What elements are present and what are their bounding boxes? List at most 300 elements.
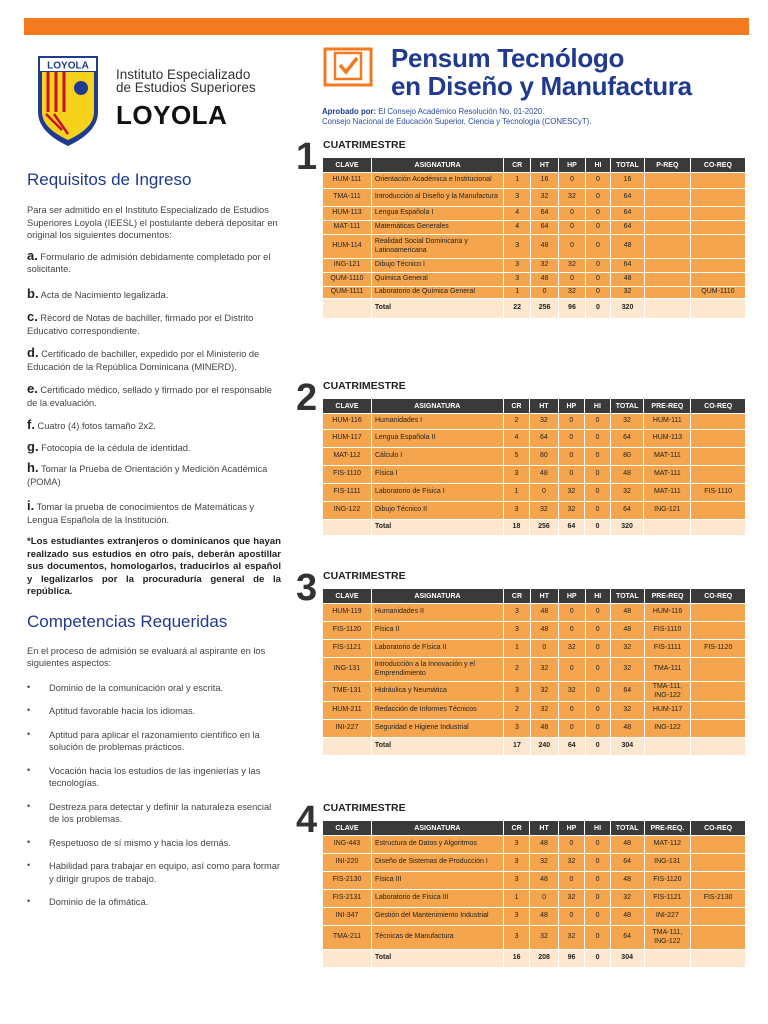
table-row [323, 189, 746, 207]
requisito-letter: a. [27, 247, 38, 263]
table-cell: 48 [531, 235, 559, 259]
table-cell: 64 [610, 502, 644, 520]
table-cell [691, 836, 746, 854]
table-cell: 0 [530, 640, 558, 658]
requisito-letter: b. [27, 285, 39, 301]
table-cell: 0 [558, 466, 585, 484]
table-cell: 32 [530, 414, 558, 430]
table-cell: 48 [610, 720, 644, 738]
table-cell: Humanidades II [371, 604, 503, 622]
table-row [323, 207, 746, 221]
table-row [323, 414, 746, 430]
table-cell: 32 [558, 682, 585, 702]
table-cell: 4 [504, 207, 531, 221]
requisito-text: Acta de Nacimiento legalizada. [38, 289, 169, 300]
table-cell [691, 502, 746, 520]
foreign-students-note: *Los estudiantes extranjeros o dominicanos que hayan realizado sus estudios en otro país, deberán apostillar sus documentos, homologarlos, traducirlos al español y legalizarlos por la procuraduría general de la república. [27, 536, 281, 598]
table-cell: Matemáticas Generales [371, 221, 503, 235]
table-cell [691, 622, 746, 640]
column-header: HP [558, 399, 585, 414]
table-row [323, 926, 746, 950]
competencia-item: • Dominio de la ofimática. [27, 896, 281, 909]
total-cell: 320 [610, 520, 644, 536]
table-cell: QUM-1111 [323, 287, 372, 299]
total-cell [323, 950, 372, 968]
table-cell: Hidráulica y Neumática [371, 682, 503, 702]
table-cell: FIS-1121 [323, 640, 372, 658]
requisito-item [27, 311, 281, 337]
table-cell: 0 [558, 836, 585, 854]
table-cell: 32 [530, 502, 558, 520]
total-cell [644, 520, 691, 536]
table-cell: 0 [585, 872, 610, 890]
total-cell [323, 299, 372, 319]
table-cell: 64 [611, 189, 645, 207]
table-cell: MAT-111 [644, 484, 691, 502]
table-header-row [323, 589, 746, 604]
table-cell: 0 [585, 221, 610, 235]
table-row [323, 682, 746, 702]
pensum-table [322, 820, 746, 968]
checkbox-icon [323, 47, 373, 87]
total-cell: 0 [585, 520, 610, 536]
table-cell: 0 [558, 604, 585, 622]
table-cell: HUM-111 [644, 414, 691, 430]
table-cell: 32 [558, 890, 585, 908]
table-cell: 48 [610, 466, 644, 484]
total-cell [644, 950, 691, 968]
table-cell: 0 [558, 414, 585, 430]
column-header: TOTAL [610, 399, 644, 414]
requisito-letter: f. [27, 417, 35, 432]
column-header: CLAVE [323, 158, 372, 173]
table-row [323, 702, 746, 720]
total-cell: 16 [503, 950, 530, 968]
table-cell: Lengua Española I [371, 207, 503, 221]
table-cell: 64 [610, 926, 644, 950]
table-cell: HUM-114 [323, 235, 372, 259]
table-cell: Física I [372, 466, 504, 484]
table-cell: ING-122 [644, 720, 691, 738]
table-cell: 1 [504, 173, 531, 189]
table-cell: 32 [559, 259, 586, 273]
table-cell [691, 658, 746, 682]
table-cell: 3 [504, 259, 531, 273]
table-cell: 80 [530, 448, 558, 466]
left-column [27, 170, 281, 909]
competencia-item: • Habilidad para trabajar en equipo, así como para formar y dirigir grupos de trabajo. [27, 860, 281, 885]
requisitos-list [27, 247, 281, 527]
table-cell: Introducción al Diseño y la Manufactura [371, 189, 503, 207]
column-header: P-REQ [644, 158, 690, 173]
title-line2: en Diseño y Manufactura [391, 71, 692, 101]
semester-label: CUATRIMESTRE [323, 802, 406, 814]
table-cell: HUM-117 [644, 702, 691, 720]
table-cell: HUM-211 [323, 702, 372, 720]
requisito-text: Tomar la prueba de conocimientos de Matemáticas y Lengua Española de la Institución. [27, 502, 255, 525]
total-cell [690, 299, 745, 319]
table-cell [690, 221, 745, 235]
table-cell: 32 [530, 854, 558, 872]
total-cell: 304 [610, 738, 644, 756]
total-cell [323, 738, 372, 756]
table-cell: Estructura de Datos y Algoritmos [371, 836, 503, 854]
column-header: CO-REQ [691, 399, 746, 414]
table-row [323, 854, 746, 872]
table-cell: 48 [530, 872, 558, 890]
competencias-title: Competencias Requeridas [27, 611, 228, 631]
requisito-letter: e. [27, 381, 38, 396]
table-cell: Laboratorio de Química General [371, 287, 503, 299]
table-cell [644, 189, 690, 207]
table-cell [690, 273, 745, 287]
table-cell: Introducción a la Innovación y el Emprendimiento [371, 658, 503, 682]
table-cell: 32 [558, 854, 585, 872]
table-cell: 0 [558, 448, 585, 466]
table-cell: 3 [504, 235, 531, 259]
table-cell: 48 [530, 720, 558, 738]
column-header: CR [503, 821, 530, 836]
total-cell: Total [371, 738, 503, 756]
table-row [323, 502, 746, 520]
table-cell: INI-227 [323, 720, 372, 738]
requisito-letter: g. [27, 438, 39, 454]
table-cell: 64 [610, 430, 644, 448]
total-cell: 0 [585, 950, 610, 968]
table-cell [644, 287, 690, 299]
requisito-letter: c. [27, 309, 38, 324]
table-cell: 1 [504, 640, 531, 658]
table-cell: 0 [585, 466, 610, 484]
table-cell: Humanidades I [372, 414, 504, 430]
table-cell: MAT-111 [323, 221, 372, 235]
table-cell: 0 [558, 430, 585, 448]
requisito-text: Formulario de admisión debidamente completado por el solicitante. [27, 251, 271, 274]
table-cell: 32 [610, 414, 644, 430]
table-cell: Técnicas de Manufactura [371, 926, 503, 950]
table-cell: 0 [585, 908, 610, 926]
institution-logo [32, 48, 282, 153]
column-header: TOTAL [611, 158, 645, 173]
table-cell [691, 872, 746, 890]
total-cell: 0 [585, 738, 610, 756]
table-cell: 48 [611, 235, 645, 259]
total-cell: 96 [559, 299, 586, 319]
column-header: PRE-REQ [644, 589, 691, 604]
table-cell [644, 273, 690, 287]
column-header: CO-REQ [690, 158, 745, 173]
table-row [323, 484, 746, 502]
table-cell: Laboratorio de Física II [371, 640, 503, 658]
approved-line2: Consejo Nacional de Educación Superior, Ciencia y Tecnología (CONESCyT). [322, 117, 592, 126]
table-cell: 48 [531, 273, 559, 287]
column-header: HP [559, 158, 586, 173]
column-header: ASIGNATURA [372, 399, 504, 414]
column-header: PRE-REQ. [644, 821, 691, 836]
table-cell: 0 [559, 273, 586, 287]
table-cell: 1 [503, 890, 530, 908]
total-cell [691, 520, 746, 536]
table-cell: 0 [585, 414, 610, 430]
requisitos-intro: Para ser admitido en el Instituto Especializado de Estudios Superiores Loyola (IEESL) el postulante deberá depositar en original los siguientes documentos: [27, 205, 278, 240]
total-cell: Total [372, 520, 504, 536]
table-cell [691, 430, 746, 448]
table-cell: 32 [530, 682, 558, 702]
table-cell: 5 [503, 448, 530, 466]
table-cell: Orientación Académica e Institucional [371, 173, 503, 189]
requisito-item [27, 285, 281, 302]
table-cell: 3 [503, 908, 530, 926]
table-cell: 16 [531, 173, 559, 189]
table-cell: Seguridad e Higiene Industrial [371, 720, 503, 738]
total-cell: 304 [610, 950, 644, 968]
table-cell: FIS-1111 [644, 640, 691, 658]
table-cell: INI-227 [644, 908, 691, 926]
total-cell [691, 738, 746, 756]
column-header: CR [504, 589, 531, 604]
table-cell: FIS-1120 [691, 640, 746, 658]
table-header-row [323, 821, 746, 836]
total-cell: 64 [558, 520, 585, 536]
requisito-item [27, 247, 281, 276]
table-cell: HUM-116 [644, 604, 691, 622]
approved-text: El Consejo Académico Resolución No. 01-2020. [376, 107, 545, 116]
table-cell: FIS-1120 [323, 622, 372, 640]
table-cell: FIS-1110 [323, 466, 372, 484]
pensum-table [322, 588, 746, 756]
table-cell [691, 854, 746, 872]
competencia-item: • Aptitud para aplicar el razonamiento científico en la solución de problemas prácticos. [27, 729, 281, 754]
table-cell: 32 [530, 926, 558, 950]
table-cell: 3 [503, 926, 530, 950]
table-cell: INI-347 [323, 908, 372, 926]
table-row [323, 872, 746, 890]
column-header: HI [585, 158, 610, 173]
table-cell: Lengua Española II [372, 430, 504, 448]
table-cell: 80 [610, 448, 644, 466]
table-cell: TMA-111, ING-122 [644, 926, 691, 950]
total-cell: 320 [611, 299, 645, 319]
table-cell [644, 207, 690, 221]
requisito-text: Tomar la Prueba de Orientación y Medición Académica (POMA) [27, 464, 268, 487]
total-cell: 208 [530, 950, 558, 968]
table-cell: 0 [530, 890, 558, 908]
column-header: CLAVE [323, 589, 372, 604]
column-header: HT [530, 821, 558, 836]
table-cell: Redacción de Informes Técnicos [371, 702, 503, 720]
table-cell: 32 [611, 287, 645, 299]
table-cell: 32 [610, 640, 644, 658]
table-row [323, 430, 746, 448]
competencia-item: • Aptitud favorable hacia los idiomas. [27, 705, 281, 718]
table-cell: ING-131 [644, 854, 691, 872]
table-cell: 0 [585, 622, 610, 640]
table-cell: 0 [530, 484, 558, 502]
title-line1: Pensum Tecnólogo [391, 43, 625, 73]
table-cell: 32 [558, 502, 585, 520]
table-cell: 32 [558, 484, 585, 502]
table-cell: 32 [559, 189, 586, 207]
table-cell: FIS-1121 [644, 890, 691, 908]
table-cell: 0 [585, 207, 610, 221]
institution-line2: de Estudios Superiores [116, 80, 256, 95]
table-cell: Realidad Social Dominicana y Latinoamericana [371, 235, 503, 259]
table-cell: 32 [610, 658, 644, 682]
table-cell [644, 235, 690, 259]
table-row [323, 720, 746, 738]
table-cell: 3 [504, 682, 531, 702]
table-cell: 48 [530, 836, 558, 854]
table-cell: Dibujo Técnico II [372, 502, 504, 520]
total-cell: 22 [504, 299, 531, 319]
total-cell [644, 299, 690, 319]
table-row [323, 908, 746, 926]
column-header: CLAVE [323, 821, 372, 836]
semester-label: CUATRIMESTRE [323, 139, 406, 151]
table-cell [690, 207, 745, 221]
table-cell [691, 448, 746, 466]
table-cell: 3 [503, 466, 530, 484]
table-cell: 3 [503, 836, 530, 854]
table-cell: HUM-116 [323, 414, 372, 430]
table-row [323, 221, 746, 235]
competencia-item: • Destreza para detectar y definir la naturaleza esencial de los problemas. [27, 801, 281, 826]
table-cell [690, 259, 745, 273]
table-cell [691, 414, 746, 430]
requisito-letter: h. [27, 460, 39, 475]
table-cell: 0 [585, 235, 610, 259]
table-row [323, 604, 746, 622]
table-cell [690, 189, 745, 207]
requisito-item [27, 383, 281, 409]
table-cell: 0 [558, 702, 585, 720]
requisito-text: Certificado médico, sellado y firmado por el responsable de la evaluación. [27, 385, 272, 408]
table-row [323, 273, 746, 287]
table-cell: 32 [531, 259, 559, 273]
table-cell: 64 [530, 430, 558, 448]
table-cell [644, 259, 690, 273]
table-total-row [323, 950, 746, 968]
table-cell: 0 [585, 658, 610, 682]
table-cell [691, 604, 746, 622]
requisito-item [27, 462, 281, 488]
table-cell: FIS-1111 [323, 484, 372, 502]
table-cell: 3 [504, 622, 531, 640]
table-total-row [323, 738, 746, 756]
table-cell: QUM-1110 [690, 287, 745, 299]
table-cell: 32 [531, 189, 559, 207]
pensum-table [322, 398, 746, 536]
column-header: ASIGNATURA [371, 821, 503, 836]
table-cell: ING-131 [323, 658, 372, 682]
table-cell: 0 [585, 189, 610, 207]
pensum-table [322, 157, 746, 319]
table-cell: 2 [503, 414, 530, 430]
table-cell: 0 [585, 287, 610, 299]
approval-note [322, 107, 591, 127]
table-cell: 48 [610, 604, 644, 622]
table-cell: 48 [610, 872, 644, 890]
column-header: ASIGNATURA [371, 158, 503, 173]
table-cell: ING-122 [323, 502, 372, 520]
semester-label: CUATRIMESTRE [323, 380, 406, 392]
table-cell: 4 [503, 430, 530, 448]
table-cell: 64 [531, 207, 559, 221]
table-cell: 3 [504, 189, 531, 207]
table-cell: 3 [504, 720, 531, 738]
table-cell: 0 [585, 448, 610, 466]
shield-text: LOYOLA [47, 60, 89, 72]
total-cell: Total [371, 299, 503, 319]
column-header: TOTAL [610, 589, 644, 604]
table-cell: Física II [371, 622, 503, 640]
table-cell: 64 [610, 682, 644, 702]
requisito-text: Récord de Notas de bachiller, firmado por el Distrito Educativo correspondiente. [27, 313, 254, 336]
table-row [323, 259, 746, 273]
table-cell: 48 [610, 622, 644, 640]
total-cell: 18 [503, 520, 530, 536]
table-cell: FIS-1110 [691, 484, 746, 502]
requisito-letter: i. [27, 498, 35, 513]
semester-number: 4 [296, 799, 318, 841]
table-cell [690, 235, 745, 259]
column-header: HP [558, 821, 585, 836]
table-cell: Diseño de Sistemas de Producción I [371, 854, 503, 872]
semester-label: CUATRIMESTRE [323, 570, 406, 582]
table-cell: TMA-211 [323, 926, 372, 950]
table-total-row [323, 299, 746, 319]
table-cell: 48 [611, 273, 645, 287]
table-cell: 0 [585, 173, 610, 189]
table-cell: 64 [531, 221, 559, 235]
approved-label: Aprobado por: [322, 107, 377, 116]
table-cell: 2 [504, 658, 531, 682]
table-cell: MAT-111 [644, 448, 691, 466]
table-cell: 32 [530, 658, 558, 682]
table-cell: 0 [558, 908, 585, 926]
table-cell: Laboratorio de Física I [372, 484, 504, 502]
table-row [323, 287, 746, 299]
table-cell: 0 [585, 890, 610, 908]
table-cell: 0 [585, 854, 610, 872]
column-header: CR [503, 399, 530, 414]
table-cell [691, 908, 746, 926]
total-cell [323, 520, 372, 536]
requisitos-title: Requisitos de Ingreso [27, 170, 192, 189]
column-header: HT [531, 158, 559, 173]
column-header: HT [530, 399, 558, 414]
table-cell: Química General [371, 273, 503, 287]
table-cell: ING-121 [323, 259, 372, 273]
competencia-item: • Respetuoso de sí mismo y hacia los demás. [27, 837, 281, 850]
table-cell: HUM-113 [644, 430, 691, 448]
table-cell: 0 [585, 259, 610, 273]
column-header: HT [530, 589, 558, 604]
table-cell: MAT-112 [644, 836, 691, 854]
table-row [323, 640, 746, 658]
table-cell: FIS-2130 [691, 890, 746, 908]
total-cell: 256 [531, 299, 559, 319]
column-header: CO-REQ [691, 821, 746, 836]
column-header: HP [558, 589, 585, 604]
table-cell: 32 [558, 640, 585, 658]
table-row [323, 658, 746, 682]
total-cell: 256 [530, 520, 558, 536]
total-cell: 96 [558, 950, 585, 968]
requisito-item [27, 419, 281, 433]
institution-line1: Instituto Especializado [116, 67, 251, 82]
requisito-letter: d. [27, 345, 39, 360]
